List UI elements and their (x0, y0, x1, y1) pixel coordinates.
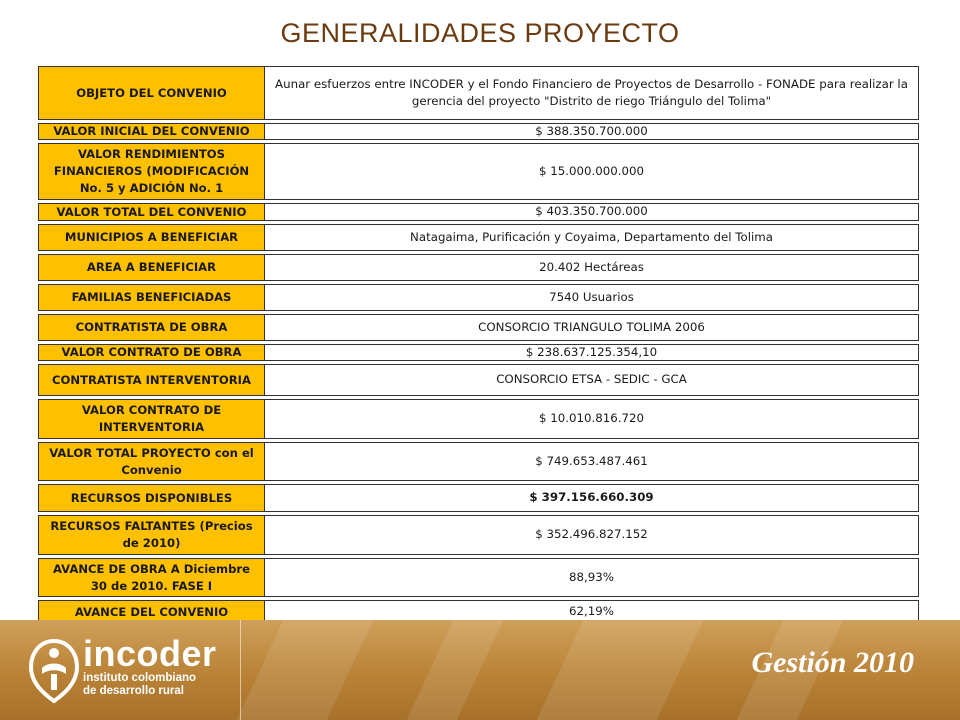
row-value: 20.402 Hectáreas (539, 259, 644, 274)
table-row (38, 66, 919, 120)
row-value: 7540 Usuarios (549, 289, 634, 304)
row-label: CONTRATISTA DE OBRA (39, 315, 265, 340)
table-row (38, 254, 919, 281)
row-value: Natagaima, Purificación y Coyaima, Departamento del Tolima (410, 229, 773, 244)
row-label: VALOR RENDIMIENTOS FINANCIEROS (MODIFICACIÓN No. 5 y ADICIÓN No. 1 (39, 144, 265, 199)
project-table (38, 66, 919, 627)
table-row (38, 399, 919, 439)
gestion-tagline: Gestión 2010 (751, 646, 914, 679)
row-value: $ 238.637.125.354,10 (525, 344, 658, 359)
table-row (38, 203, 919, 221)
table-row (38, 558, 919, 597)
row-label: VALOR INICIAL DEL CONVENIO (39, 124, 265, 139)
row-value: CONSORCIO TRIANGULO TOLIMA 2006 (478, 319, 705, 334)
table-row (38, 123, 919, 140)
brand-line-2: de desarrollo rural (83, 685, 184, 697)
row-label: AVANCE DEL CONVENIO (39, 601, 265, 623)
table-row (38, 224, 919, 251)
row-label: CONTRATISTA INTERVENTORIA (39, 365, 265, 395)
footer-divider (240, 620, 241, 720)
table-row (38, 484, 919, 512)
row-label: RECURSOS DISPONIBLES (39, 485, 265, 511)
brand-block (83, 633, 217, 698)
row-label: AREA A BENEFICIAR (39, 255, 265, 280)
incoder-logo-icon (28, 638, 80, 704)
row-value: $ 403.350.700.000 (535, 204, 648, 219)
page-title: GENERALIDADES PROYECTO (280, 18, 680, 48)
row-value: $ 397.156.660.309 (529, 490, 654, 505)
brand-name: incoder (83, 633, 217, 674)
row-label: RECURSOS FALTANTES (Precios de 2010) (39, 516, 265, 554)
row-label: MUNICIPIOS A BENEFICIAR (39, 225, 265, 250)
table-row (38, 143, 919, 200)
table-row (38, 314, 919, 341)
row-label: VALOR TOTAL PROYECTO con el Convenio (39, 443, 265, 480)
table-row (38, 442, 919, 481)
row-value: $ 15.000.000.000 (538, 163, 645, 178)
row-value: $ 388.350.700.000 (535, 123, 648, 138)
table-row (38, 284, 919, 311)
row-value: $ 749.653.487.461 (535, 453, 648, 468)
row-label: FAMILIAS BENEFICIADAS (39, 285, 265, 310)
row-label: VALOR CONTRATO DE INTERVENTORIA (39, 400, 265, 438)
row-label: VALOR CONTRATO DE OBRA (39, 345, 265, 360)
brand-line-1: instituto colombiano (83, 672, 197, 684)
row-label: VALOR TOTAL DEL CONVENIO (39, 204, 265, 220)
row-value: CONSORCIO ETSA - SEDIC - GCA (496, 372, 687, 387)
row-label: OBJETO DEL CONVENIO (39, 67, 265, 119)
row-value: Aunar esfuerzos entre INCODER y el Fondo Financiero de Proyectos de Desarrollo - FONADE para realizar la gerencia del proyecto "Distrito de riego Triángulo del Tolima" (275, 76, 908, 108)
row-value: 88,93% (569, 569, 614, 584)
row-value: $ 10.010.816.720 (538, 411, 645, 426)
row-value: 62,19% (569, 604, 614, 619)
row-label: AVANCE DE OBRA A Diciembre 30 de 2010. FASE I (39, 559, 265, 596)
row-value: $ 352.496.827.152 (535, 527, 648, 542)
table-row (38, 364, 919, 396)
table-row (38, 344, 919, 361)
table-row (38, 515, 919, 555)
footer-banner (0, 620, 960, 720)
